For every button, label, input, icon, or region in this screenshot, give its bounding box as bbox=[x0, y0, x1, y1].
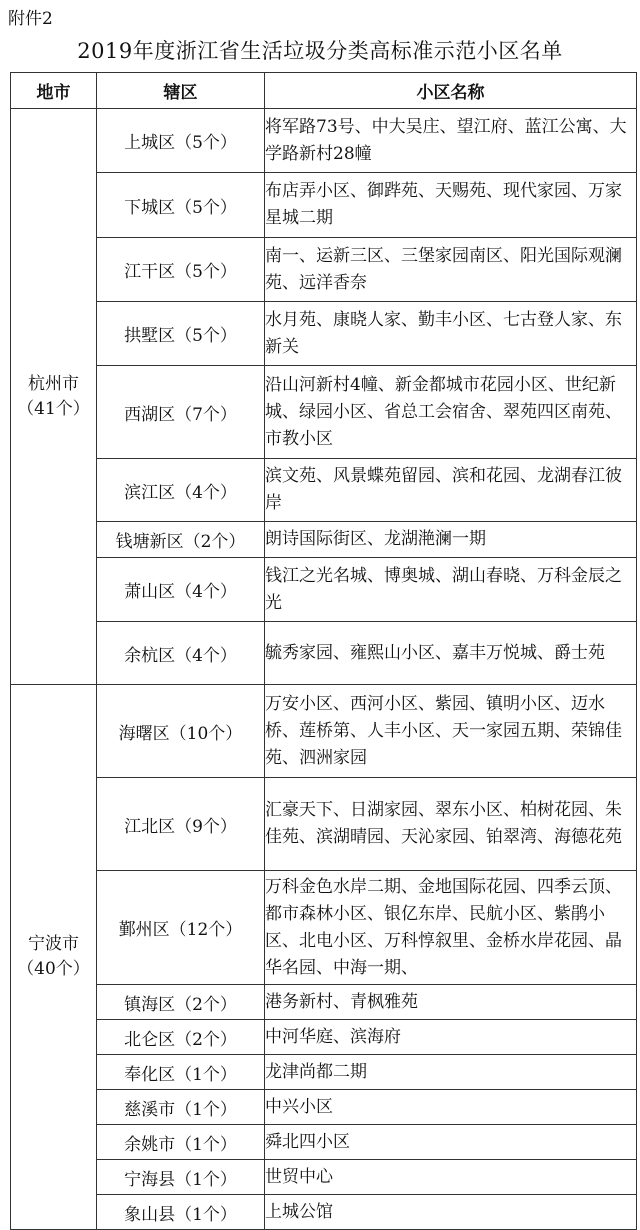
district-cell: 北仑区（2个） bbox=[97, 1020, 265, 1055]
community-names-cell: 将军路73号、中大吴庄、望江府、蓝江公寓、大学路新村28幢 bbox=[265, 109, 637, 173]
district-cell: 钱塘新区（2个） bbox=[97, 522, 265, 558]
attachment-label: 附件2 bbox=[8, 9, 53, 29]
community-names-cell: 上城公馆 bbox=[265, 1195, 637, 1230]
table-row bbox=[11, 109, 637, 173]
district-cell: 萧山区（4个） bbox=[97, 558, 265, 622]
community-names-cell: 万科金色水岸二期、金地国际花园、四季云顶、都市森林小区、银亿东岸、民航小区、紫鹃小区、北电小区、万科惇叙里、金桥水岸花园、晶华名园、中海一期、 bbox=[265, 871, 637, 985]
document-title: 2019年度浙江省生活垃圾分类高标准示范小区名单 bbox=[77, 39, 563, 63]
community-names-cell: 世贸中心 bbox=[265, 1160, 637, 1195]
district-cell: 江北区（9个） bbox=[97, 778, 265, 871]
district-cell: 奉化区（1个） bbox=[97, 1055, 265, 1090]
table-row bbox=[11, 1125, 637, 1160]
table-row bbox=[11, 459, 637, 522]
community-names-cell: 布店弄小区、御跸苑、天赐苑、现代家园、万家星城二期 bbox=[265, 173, 637, 238]
table-row bbox=[11, 1090, 637, 1125]
table-row bbox=[11, 685, 637, 778]
table-header-row bbox=[11, 73, 637, 109]
district-cell: 海曙区（10个） bbox=[97, 685, 265, 778]
table-row bbox=[11, 985, 637, 1020]
table-row bbox=[11, 1055, 637, 1090]
table-row bbox=[11, 302, 637, 366]
table-row bbox=[11, 1020, 637, 1055]
city-name: 杭州市 bbox=[28, 373, 79, 394]
district-cell: 余姚市（1个） bbox=[97, 1125, 265, 1160]
table-row bbox=[11, 778, 637, 871]
district-cell: 西湖区（7个） bbox=[97, 366, 265, 459]
table-row bbox=[11, 871, 637, 985]
district-cell: 滨江区（4个） bbox=[97, 459, 265, 522]
table-row bbox=[11, 1160, 637, 1195]
community-names-cell: 万安小区、西河小区、紫园、镇明小区、迈水桥、莲桥第、人丰小区、天一家园五期、荣锦佳苑、泗洲家园 bbox=[265, 685, 637, 778]
community-names-cell: 毓秀家园、雍熙山小区、嘉丰万悦城、爵士苑 bbox=[265, 622, 637, 685]
community-names-cell: 港务新村、青枫雅苑 bbox=[265, 985, 637, 1020]
city-cell-hangzhou bbox=[11, 109, 97, 685]
district-cell: 余杭区（4个） bbox=[97, 622, 265, 685]
community-names-cell: 龙津尚都二期 bbox=[265, 1055, 637, 1090]
community-list-table bbox=[10, 72, 637, 1230]
district-cell: 江干区（5个） bbox=[97, 238, 265, 302]
community-names-cell: 钱江之光名城、博奥城、湖山春晓、万科金辰之光 bbox=[265, 558, 637, 622]
community-names-cell: 中兴小区 bbox=[265, 1090, 637, 1125]
community-names-cell: 水月苑、康晓人家、勤丰小区、七古登人家、东新关 bbox=[265, 302, 637, 366]
district-cell: 拱墅区（5个） bbox=[97, 302, 265, 366]
district-cell: 宁海县（1个） bbox=[97, 1160, 265, 1195]
district-cell: 镇海区（2个） bbox=[97, 985, 265, 1020]
community-names-cell: 南一、运新三区、三堡家园南区、阳光国际观澜苑、远洋香奈 bbox=[265, 238, 637, 302]
city-cell-ningbo bbox=[11, 685, 97, 1230]
community-names-cell: 朗诗国际街区、龙湖滟澜一期 bbox=[265, 522, 637, 558]
city-count: （40个） bbox=[17, 959, 90, 979]
community-names-cell: 舜北四小区 bbox=[265, 1125, 637, 1160]
community-names-cell: 滨文苑、风景蝶苑留园、滨和花园、龙湖春江彼岸 bbox=[265, 459, 637, 522]
city-count: （41个） bbox=[17, 398, 90, 419]
table-row bbox=[11, 558, 637, 622]
table-row bbox=[11, 238, 637, 302]
column-header-district: 辖区 bbox=[97, 73, 265, 109]
city-name: 宁波市 bbox=[28, 934, 79, 954]
column-header-city: 地市 bbox=[11, 73, 97, 109]
community-names-cell: 汇豪天下、日湖家园、翠东小区、柏树花园、朱佳苑、滨湖晴园、天沁家园、铂翠湾、海德花苑 bbox=[265, 778, 637, 871]
district-cell: 鄞州区（12个） bbox=[97, 871, 265, 985]
table-row bbox=[11, 622, 637, 685]
community-names-cell: 沿山河新村4幢、新金都城市花园小区、世纪新城、绿园小区、省总工会宿舍、翠苑四区南苑、市教小区 bbox=[265, 366, 637, 459]
column-header-community-names: 小区名称 bbox=[265, 73, 637, 109]
community-names-cell: 中河华庭、滨海府 bbox=[265, 1020, 637, 1055]
district-cell: 上城区（5个） bbox=[97, 109, 265, 173]
district-cell: 下城区（5个） bbox=[97, 173, 265, 238]
district-cell: 象山县（1个） bbox=[97, 1195, 265, 1230]
district-cell: 慈溪市（1个） bbox=[97, 1090, 265, 1125]
table-row bbox=[11, 522, 637, 558]
table-row bbox=[11, 366, 637, 459]
table-row bbox=[11, 1195, 637, 1230]
table-row bbox=[11, 173, 637, 238]
